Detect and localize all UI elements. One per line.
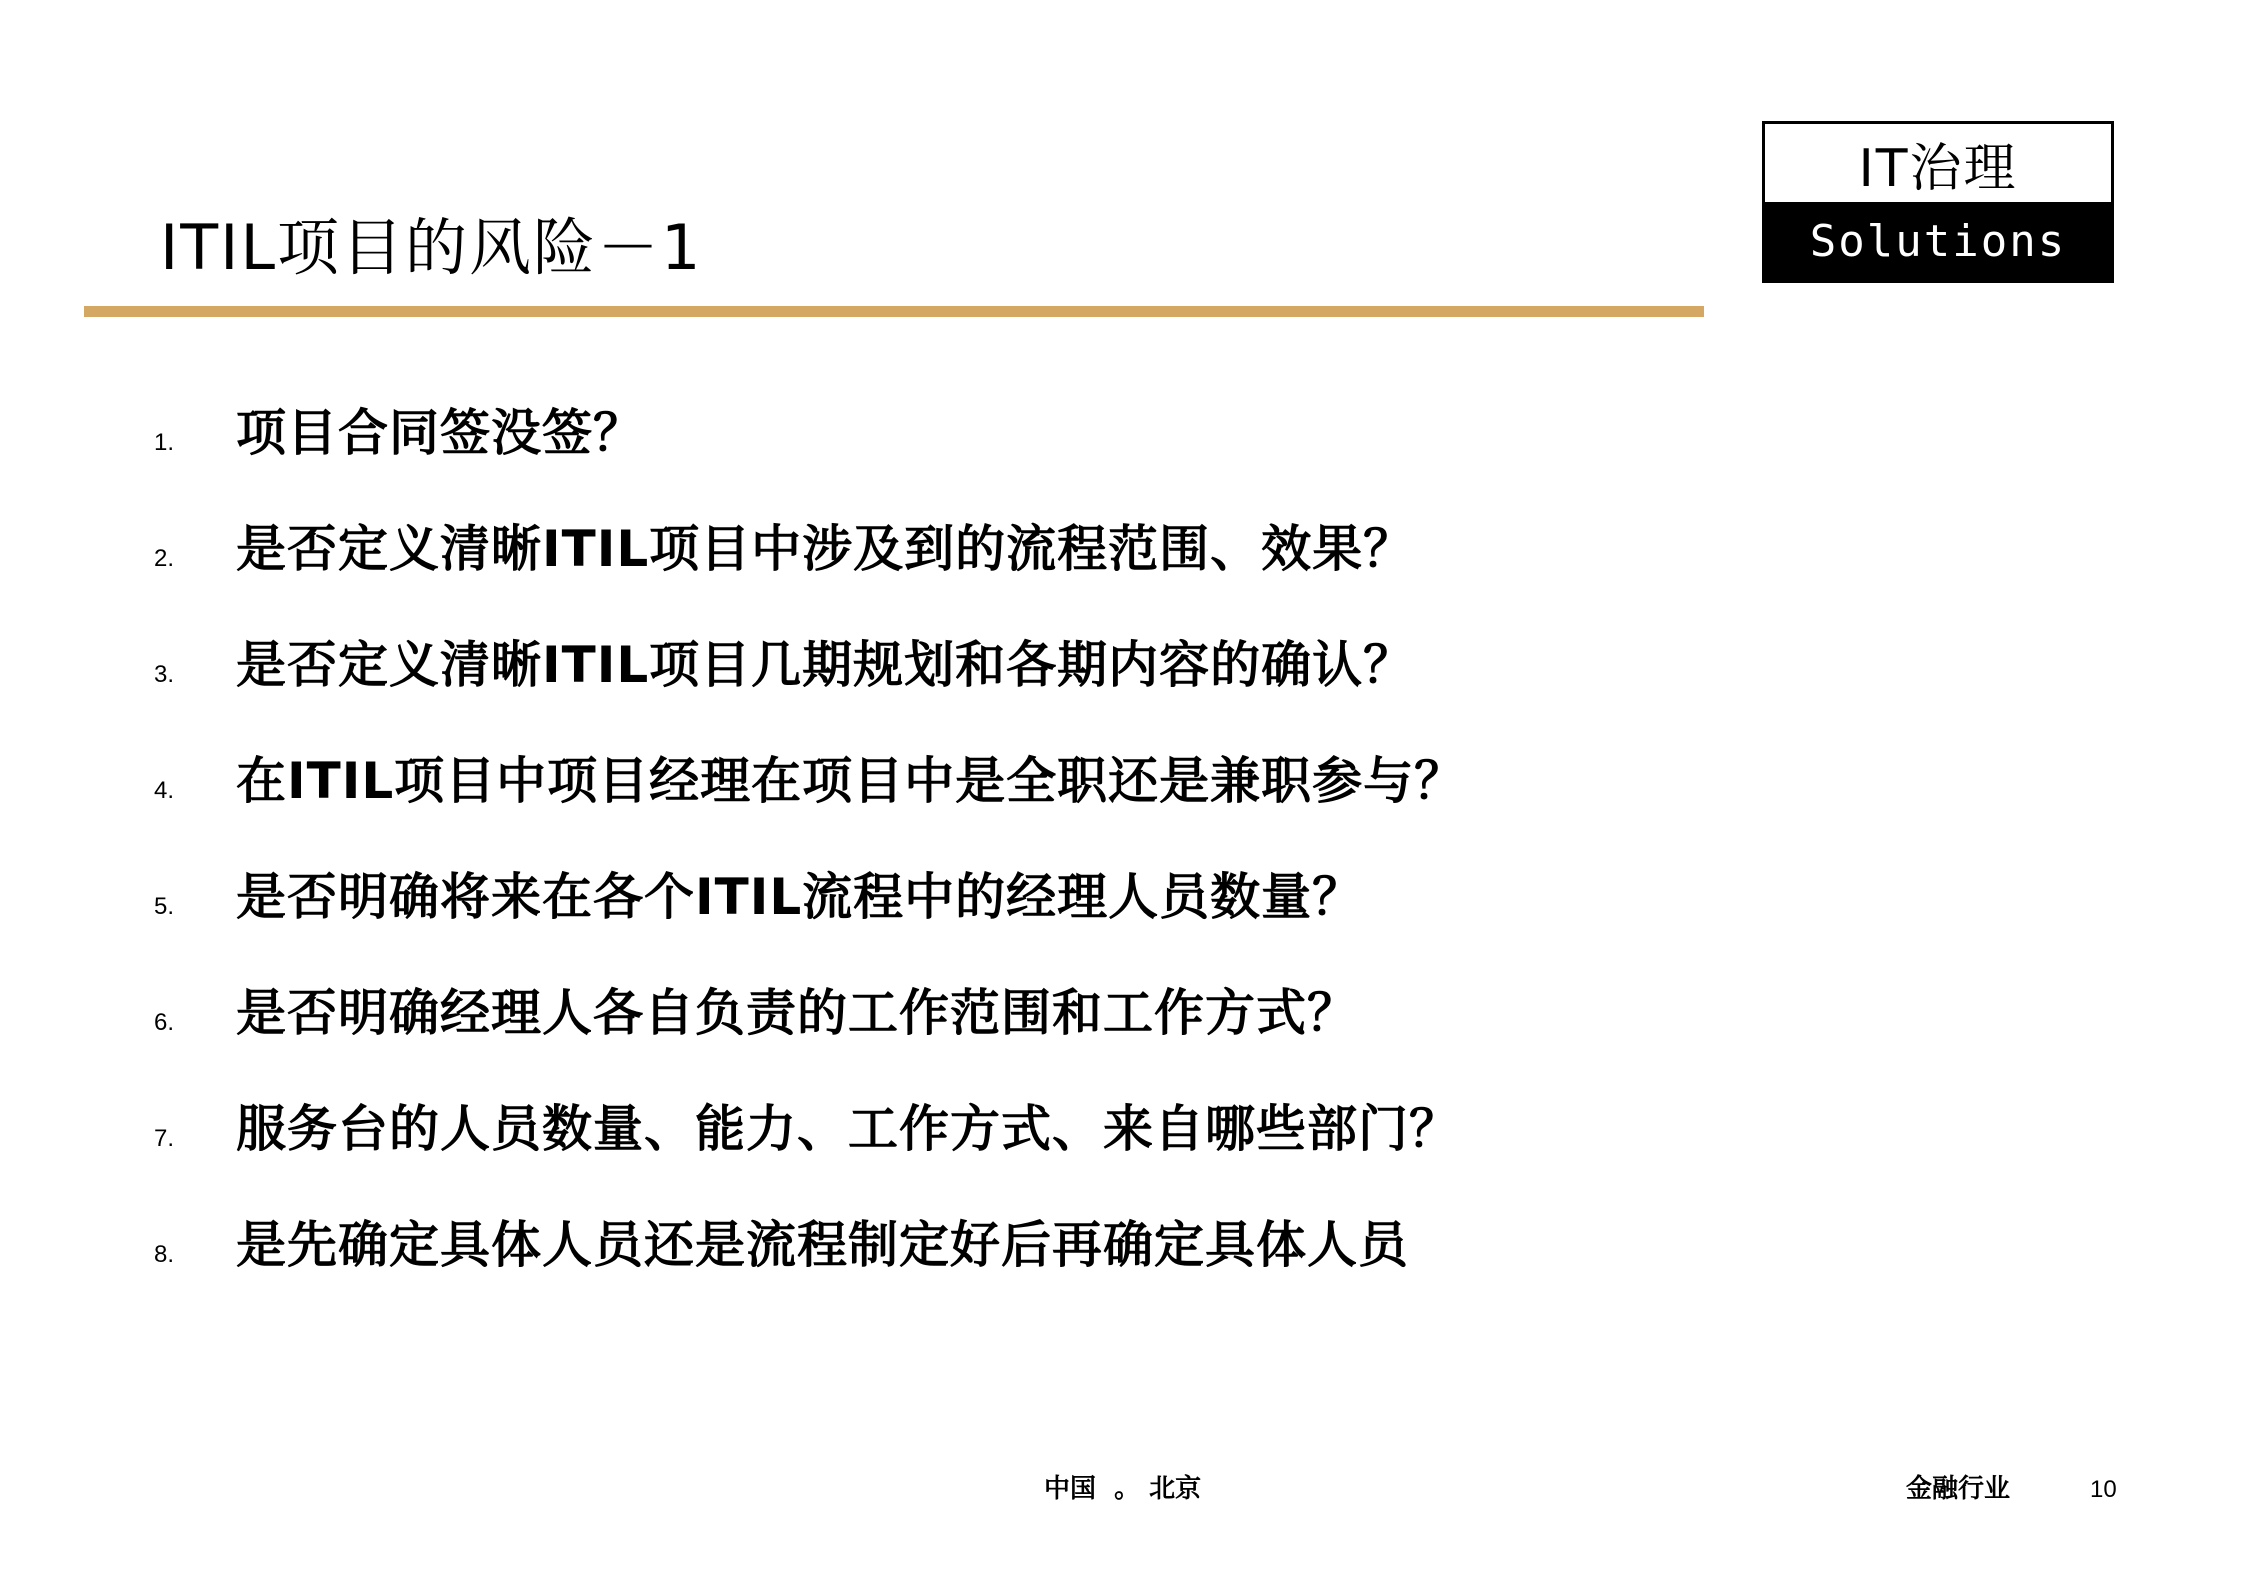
title-divider — [84, 306, 1704, 317]
list-item-text: 是否定义清晰ITIL项目几期规划和各期内容的确认？ — [236, 636, 1415, 694]
list-item-number: 4. — [154, 777, 175, 804]
list-item-text: 服务台的人员数量、能力、工作方式、来自哪些部门？ — [236, 1100, 1460, 1158]
footer-industry: 金融行业 — [1906, 1474, 2011, 1504]
list-item-number: 8. — [154, 1241, 175, 1268]
list-item-text: 是否明确将来在各个ITIL流程中的经理人员数量？ — [236, 868, 1364, 926]
list-item — [0, 630, 1600, 710]
list-item-number: 2. — [154, 545, 175, 572]
slide-title: ITIL项目的风险－1 — [160, 211, 703, 284]
list-item-text: 项目合同签没签？ — [236, 404, 644, 462]
list-item-text: 是否明确经理人各自负责的工作范围和工作方式？ — [236, 984, 1358, 1042]
page-number: 10 — [2090, 1476, 2117, 1503]
list-item-text: 是否定义清晰ITIL项目中涉及到的流程范围、效果？ — [236, 520, 1415, 578]
footer-location: 中国 。 北京 — [1044, 1474, 1202, 1504]
list-item — [0, 978, 1600, 1058]
list-item — [0, 398, 1600, 478]
list-item-number: 3. — [154, 661, 175, 688]
brand-bottom-label: Solutions — [1765, 202, 2111, 280]
list-item — [0, 514, 1600, 594]
list-item — [0, 862, 1600, 942]
list-item — [0, 746, 1600, 826]
list-item — [0, 1210, 1600, 1290]
list-item-number: 6. — [154, 1009, 175, 1036]
list-item-text: 是先确定具体人员还是流程制定好后再确定具体人员 — [236, 1216, 1409, 1274]
brand-top-label: IT治理 — [1765, 124, 2111, 202]
list-item — [0, 1094, 1600, 1174]
brand-box — [1762, 121, 2114, 283]
list-item-text: 在ITIL项目中项目经理在项目中是全职还是兼职参与？ — [236, 752, 1466, 810]
list-item-number: 5. — [154, 893, 175, 920]
list-item-number: 1. — [154, 429, 175, 456]
list-item-number: 7. — [154, 1125, 175, 1152]
